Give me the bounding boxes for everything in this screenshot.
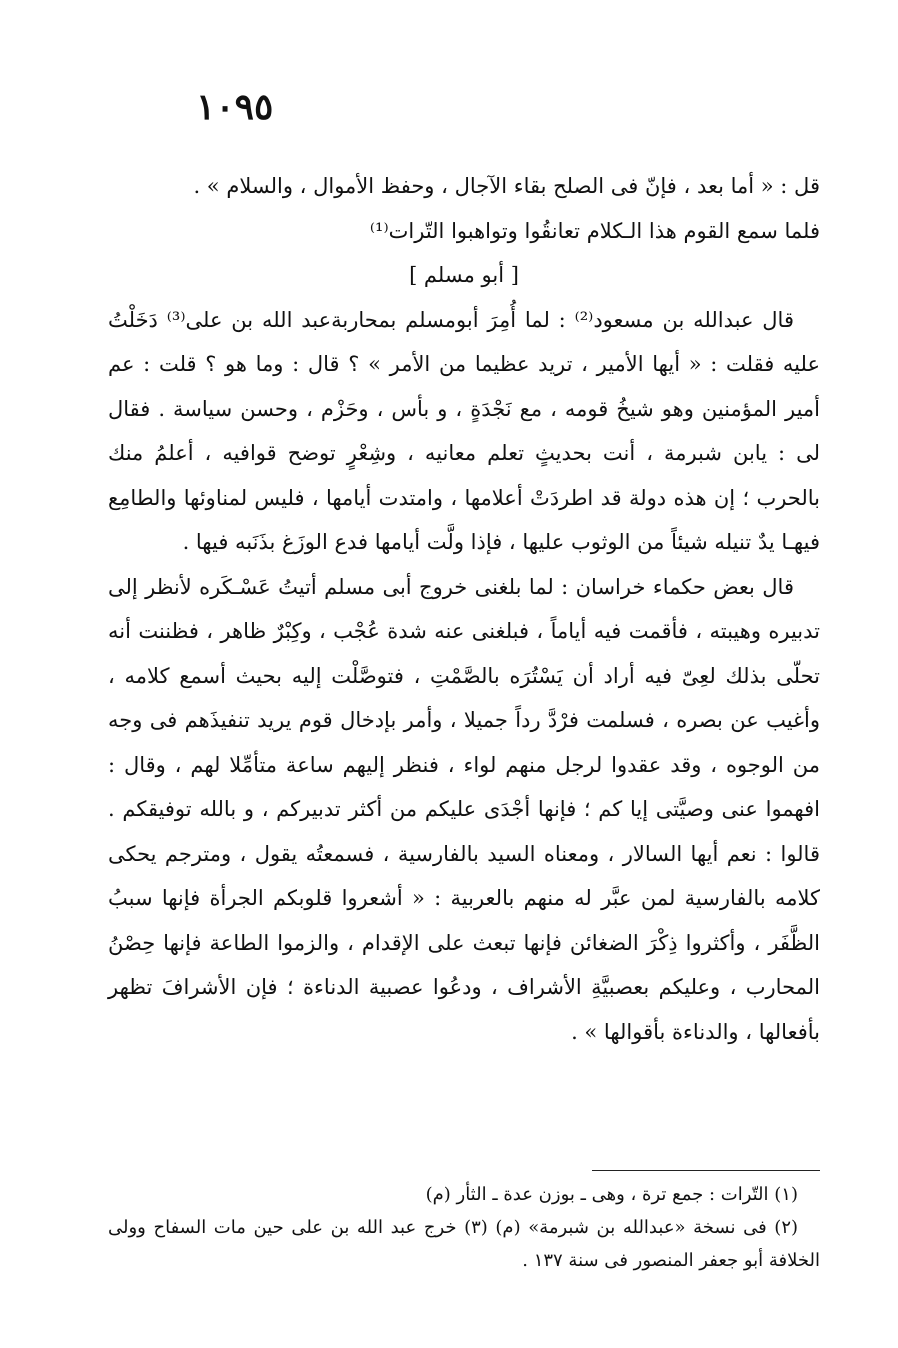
paragraph-ibn-shubruma: قال عبدالله بن مسعود⁽²⁾ : لما أُمِرَ أبومسلم بمحاربةعبد الله بن على⁽³⁾ دَخَلْتُ عليه فقلت : « أيها الأمير ، تريد عظيما من الأمر » ؟ قال : وما هو ؟ قلت : عم أمير المؤمنين وهو شيخُ قومه ، مع نَجْدَةٍ ، و بأس ، وحَزْم ، وحسن سياسة . فقال لى : يابن شبرمة ، أنت بحديثٍ تعلم معانيه ، وشِعْرٍ توضح قوافيه ، أعلمُ منك بالحرب ؛ إن هذه دولة قد اطردَتْ أعلامها ، وامتدت أيامها ، فليس لمناوئها والطامِع فيهـا يدٌ تنيله شيئاً من الوثوب عليها ، فإذا ولَّت أيامها فدع الوزَغ بذَنَبه فيها . [108, 307, 820, 554]
footnotes [108, 1178, 820, 1277]
footnote-2-3: (٢) فى نسخة «عبدالله بن شبرمة» (م) (٣) خرج عبد الله بن على حين مات السفاح وولى الخلافة أبو جعفر المنصور فى سنة ١٣٧ . [108, 1217, 820, 1271]
footnote-divider [592, 1170, 820, 1171]
paragraph-opening: قل : « أما بعد ، فإنّ فى الصلح بقاء الآجال ، وحفظ الأموال ، والسلام » . [193, 174, 820, 198]
paragraph-reconciliation: فلما سمع القوم هذا الـكلام تعانقُوا وتواهبوا التّرات⁽¹⁾ [369, 218, 820, 243]
footnote-1: (١) التّرات : جمع ترة ، وهى ـ بوزن عدة ـ الثأر (م) [425, 1184, 798, 1205]
section-heading: [ أبو مسلم ] [409, 263, 519, 287]
page-number: ١٠٩٥ [196, 86, 274, 128]
paragraph-khorasan-sage: قال بعض حكماء خراسان : لما بلغنى خروج أبى مسلم أتيتُ عَسْـكَره لأنظر إلى تدبيره وهيبته ، فأقمت فيه أياماً ، فبلغنى عنه شدة عُجْب ، وكِبْرٌ ظاهر ، فظننت أنه تحلّى بذلك لعِىّ فيه أراد أن يَسْتُرَه بالصَّمْتِ ، فتوصَّلْت إليه بحيث أسمع كلامه ، وأغيب عن بصره ، فسلمت فرْدَّ رداً جميلا ، وأمر بإدخال قوم يريد تنفيذَهم فى وجه من الوجوه ، وقد عقدوا لرجل منهم لواء ، فنظر إليهم ساعة متأمِّلا لهم ، وقال : افهموا عنى وصيَّتى إيا كم ؛ فإنها أجْدَى عليكم من أكثر تدبيركم ، و بالله توفيقكم . قالوا : نعم أيها السالار ، ومعناه السيد بالفارسية ، فسمعتُه يقول ، ومترجم يحكى كلامه بالفارسية لمن عبَّر له منهم بالعربية : « أشعروا قلوبكم الجرأة فإنها سببُ الظَّفَر ، وأكثروا ذِكْرَ الضغائن فإنها تبعث على الإقدام ، والزموا الطاعة فإنها حِصْنُ المحارب ، وعليكم بعصبيَّةِ الأشراف ، ودعُوا عصبية الدناءة ؛ فإن الأشرافَ تظهر بأفعالها ، والدناءة بأقوالها » . [108, 574, 820, 1044]
main-text [108, 164, 820, 1054]
